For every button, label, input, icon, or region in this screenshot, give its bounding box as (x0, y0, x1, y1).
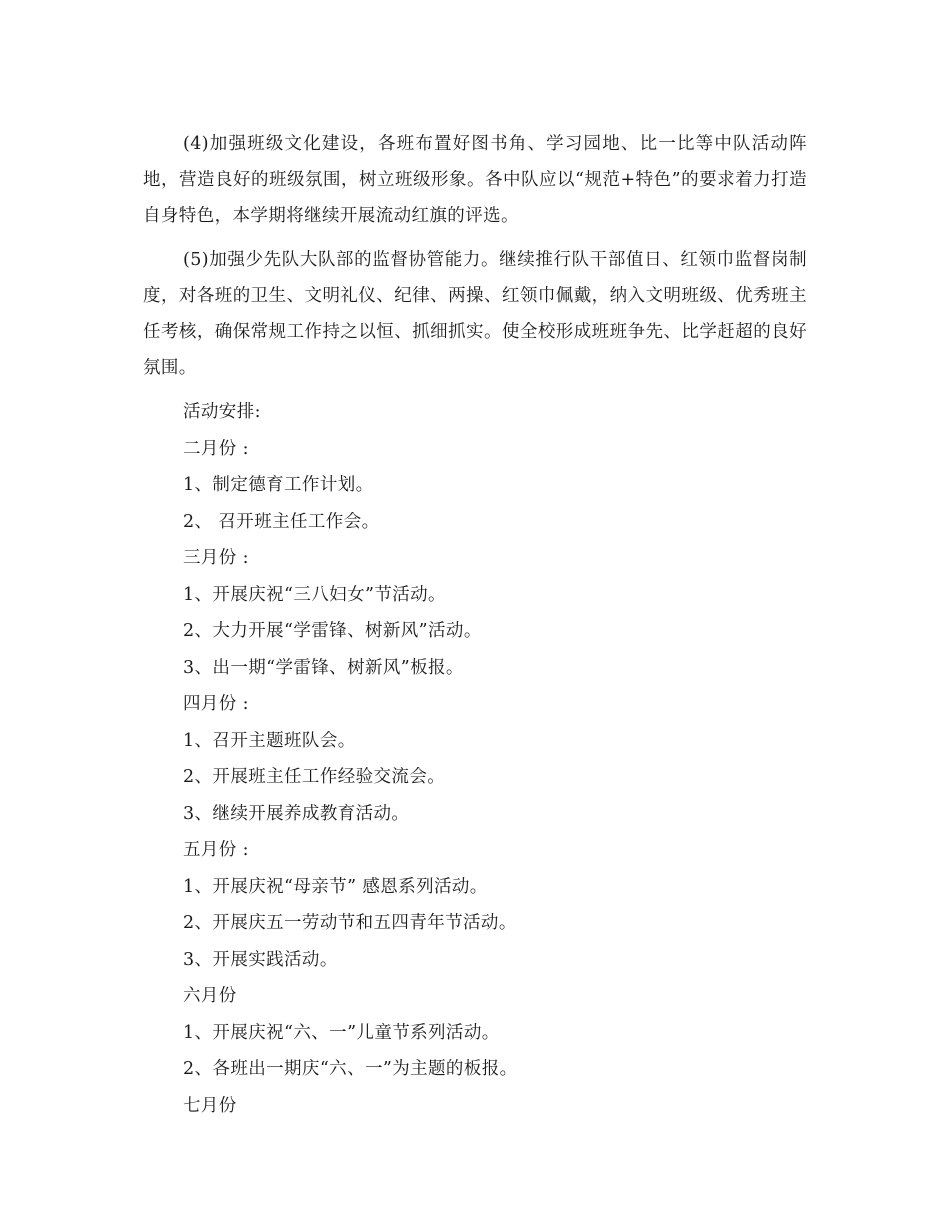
schedule-heading: 活动安排: (183, 402, 261, 422)
list-item: 2、开展班主任工作经验交流会。 (183, 767, 446, 787)
list-item: 2、各班出一期庆“六、一”为主题的板报。 (183, 1059, 518, 1079)
list-item: 3、继续开展养成教育活动。 (183, 803, 410, 824)
month-heading-july: 七月份 (183, 1095, 237, 1116)
month-heading-june: 六月份 (183, 986, 237, 1006)
list-item: 2、大力开展“学雷锋、树新风”活动。 (183, 621, 482, 641)
list-item: 1、开展庆祝“母亲节” 感恩系列活动。 (183, 876, 488, 897)
month-heading-may: 五月份 : (183, 840, 249, 860)
list-item: 1、开展庆祝“三八妇女”节活动。 (183, 584, 446, 605)
list-item: 3、开展实践活动。 (183, 949, 338, 970)
month-heading-february: 二月份 : (183, 438, 249, 459)
list-item: 1、召开主题班队会。 (183, 730, 356, 751)
list-item: 3、出一期“学雷锋、树新风”板报。 (183, 657, 464, 678)
list-item: 2、开展庆五一劳动节和五四青年节活动。 (183, 913, 517, 933)
list-item: 2、 召开班主任工作会。 (183, 511, 380, 532)
month-heading-march: 三月份 : (183, 548, 249, 568)
paragraph-class-culture: (4)加强班级文化建设，各班布置好图书角、学习园地、比一比等中队活动阵地，营造良好的班级氛围，树立班级形象。各中队应以“规范+特色”的要求着力打造自身特色，本学期将继续开展流动红旗的评选。 (143, 134, 807, 226)
document-body (143, 126, 807, 1124)
paragraph-supervision: (5)加强少先队大队部的监督协管能力。继续推行队干部值日、红领巾监督岗制度，对各班的卫生、文明礼仪、纪律、两操、红领巾佩戴，纳入文明班级、优秀班主任考核，确保常规工作持之以恒、抓细抓实。使全校形成班班争先、比学赶超的良好氛围。 (143, 250, 807, 378)
list-item: 1、制定德育工作计划。 (183, 475, 374, 495)
month-heading-april: 四月份 : (183, 694, 249, 714)
list-item: 1、开展庆祝“六、一”儿童节系列活动。 (183, 1022, 500, 1043)
